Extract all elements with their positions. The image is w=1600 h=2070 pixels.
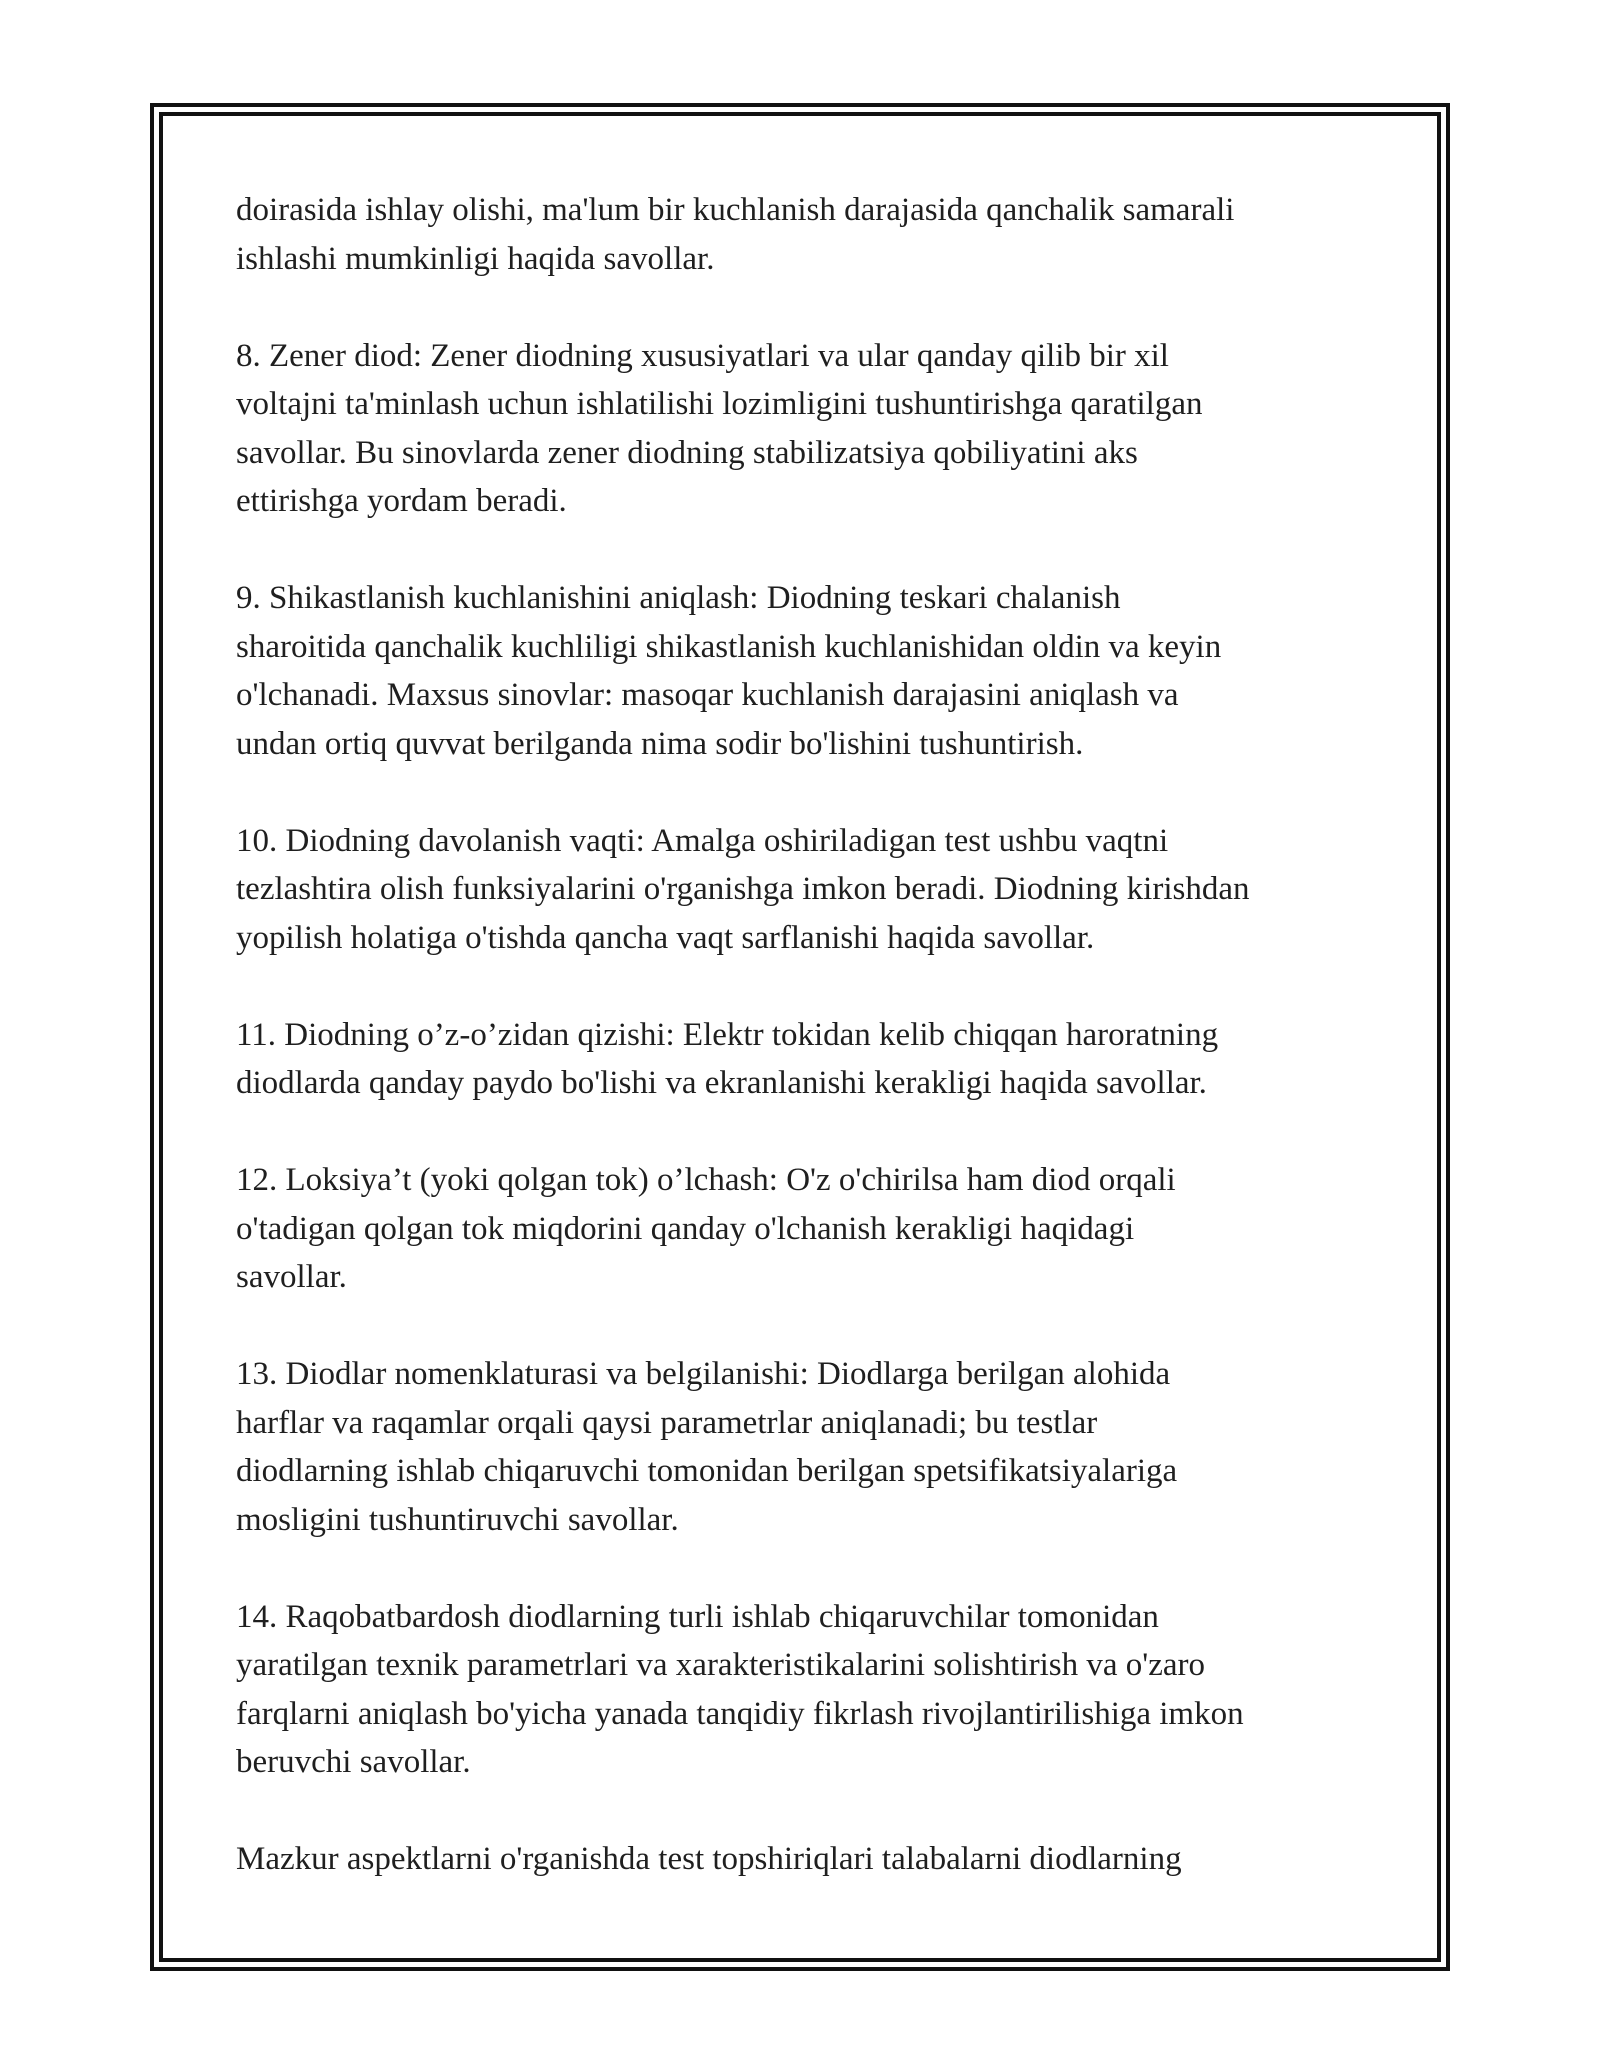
paragraph-item-9: 9. Shikastlanish kuchlanishini aniqlash: Diodning teskari chalanish sharoitida qanchalik kuchliligi shikastlanish kuchlanishidan oldin va keyin o'lchanadi. Maxsus sinovlar: masoqar kuchlanish darajasini aniqlash va undan ortiq quvvat berilganda nima sodir bo'lishini tushuntirish.	[236, 580, 1222, 762]
paragraph-item-10: 10. Diodning davolanish vaqti: Amalga oshiriladigan test ushbu vaqtni tezlashtira olish funksiyalarini o'rganishga imkon beradi. Diodning kirishdan yopilish holatiga o'tishda qancha vaqt sarflanishi haqida savollar.	[236, 822, 1250, 956]
paragraph-item-12: 12. Loksiya’t (yoki qolgan tok) o’lchash: O'z o'chirilsa ham diod orqali o'tadigan qolgan tok miqdorini qanday o'lchanish kerakligi haqidagi savollar.	[236, 1162, 1176, 1295]
paragraph-item-8: 8. Zener diod: Zener diodning xususiyatlari va ular qanday qilib bir xil voltajni ta'minlash uchun ishlatilishi lozimligini tushuntirishga qaratilgan savollar. Bu sinovlarda zener diodning stabilizatsiya qobiliyatini aks ettirishga yordam beradi.	[236, 337, 1203, 519]
paragraph-item-14: 14. Raqobatbardosh diodlarning turli ishlab chiqaruvchilar tomonidan yaratilgan texnik parametrlari va xarakteristikalarini solishtirish va o'zaro farqlarni aniqlash bo'yicha yanada tanqidiy fikrlash rivojlantirilishiga imkon beruvchi savollar.	[236, 1598, 1244, 1780]
document-body	[236, 186, 1376, 1884]
paragraph-item-11: 11. Diodning o’z-o’zidan qizishi: Elektr tokidan kelib chiqqan haroratning diodlarda qanday paydo bo'lishi va ekranlanishi kerakligi haqida savollar.	[236, 1016, 1219, 1101]
paragraph-conclusion: Mazkur aspektlarni o'rganishda test topshiriqlari talabalarni diodlarning	[236, 1841, 1182, 1877]
paragraph-item-13: 13. Diodlar nomenklaturasi va belgilanishi: Diodlarga berilgan alohida harflar va raqamlar orqali qaysi parametrlar aniqlanadi; bu testlar diodlarning ishlab chiqaruvchi tomonidan berilgan spetsifikatsiyalariga mosligini tushuntiruvchi savollar.	[236, 1356, 1178, 1538]
paragraph-continuation: doirasida ishlay olishi, ma'lum bir kuchlanish darajasida qanchalik samarali ishlashi mumkinligi haqida savollar.	[236, 192, 1235, 277]
